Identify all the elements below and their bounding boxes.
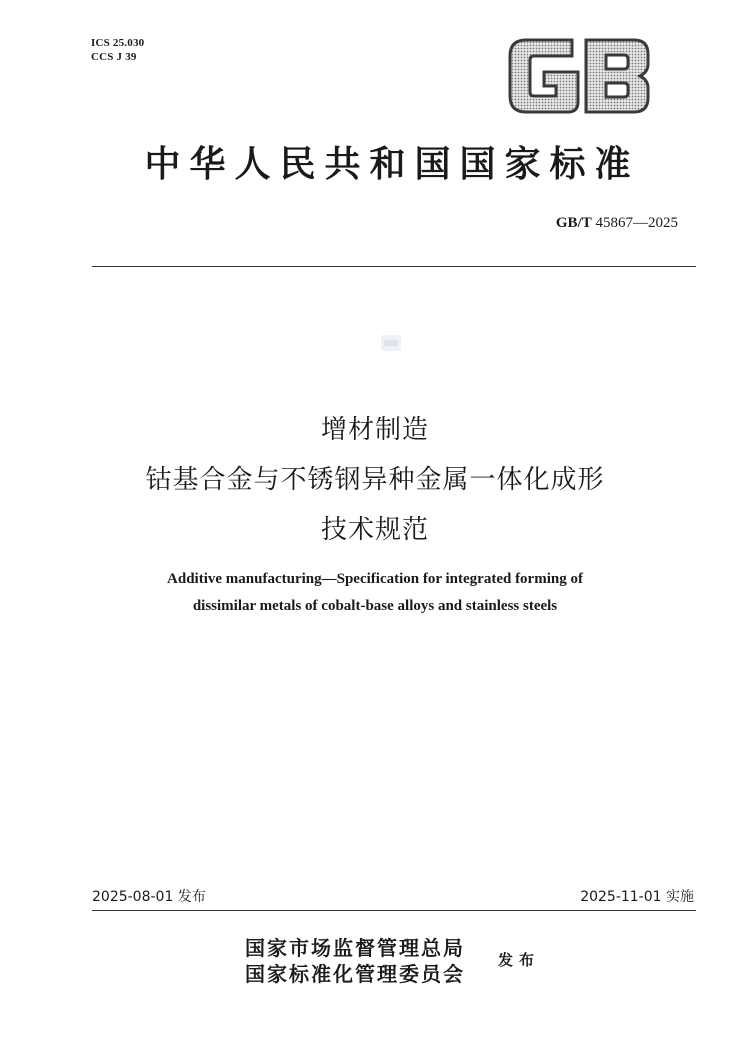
standard-code: 45867—2025	[595, 215, 678, 231]
chinese-title	[60, 405, 690, 555]
issuer-name: 国家市场监督管理总局	[245, 936, 465, 960]
issue-date: 2025-08-01 发布	[92, 889, 206, 905]
english-title-line: Additive manufacturing—Specification for integrated forming of	[167, 571, 583, 587]
issuer-name: 国家标准化管理委员会	[245, 962, 465, 986]
chinese-title-line: 钴基合金与不锈钢异种金属一体化成形	[145, 465, 605, 495]
english-title-line: dissimilar metals of cobalt-base alloys and stainless steels	[192, 598, 558, 614]
chinese-title-line: 增材制造	[320, 415, 429, 445]
publish-label: 发布	[498, 951, 541, 969]
top-divider	[92, 266, 696, 267]
implementation-date: 2025-11-01 实施	[580, 889, 694, 905]
watermark-icon	[381, 335, 401, 351]
ics-code: ICS 25.030	[91, 37, 145, 49]
standard-prefix: GB/T	[555, 215, 592, 231]
standard-number	[556, 214, 678, 232]
english-title	[80, 566, 670, 620]
bottom-divider	[92, 910, 696, 911]
ccs-code: CCS J 39	[91, 51, 137, 63]
chinese-title-line: 技术规范	[320, 515, 429, 545]
issuing-authorities	[245, 935, 465, 987]
classification-codes	[91, 36, 144, 64]
national-standard-title: 中华人民共和国国家标准	[144, 143, 640, 185]
gb-logo-icon	[508, 38, 652, 114]
